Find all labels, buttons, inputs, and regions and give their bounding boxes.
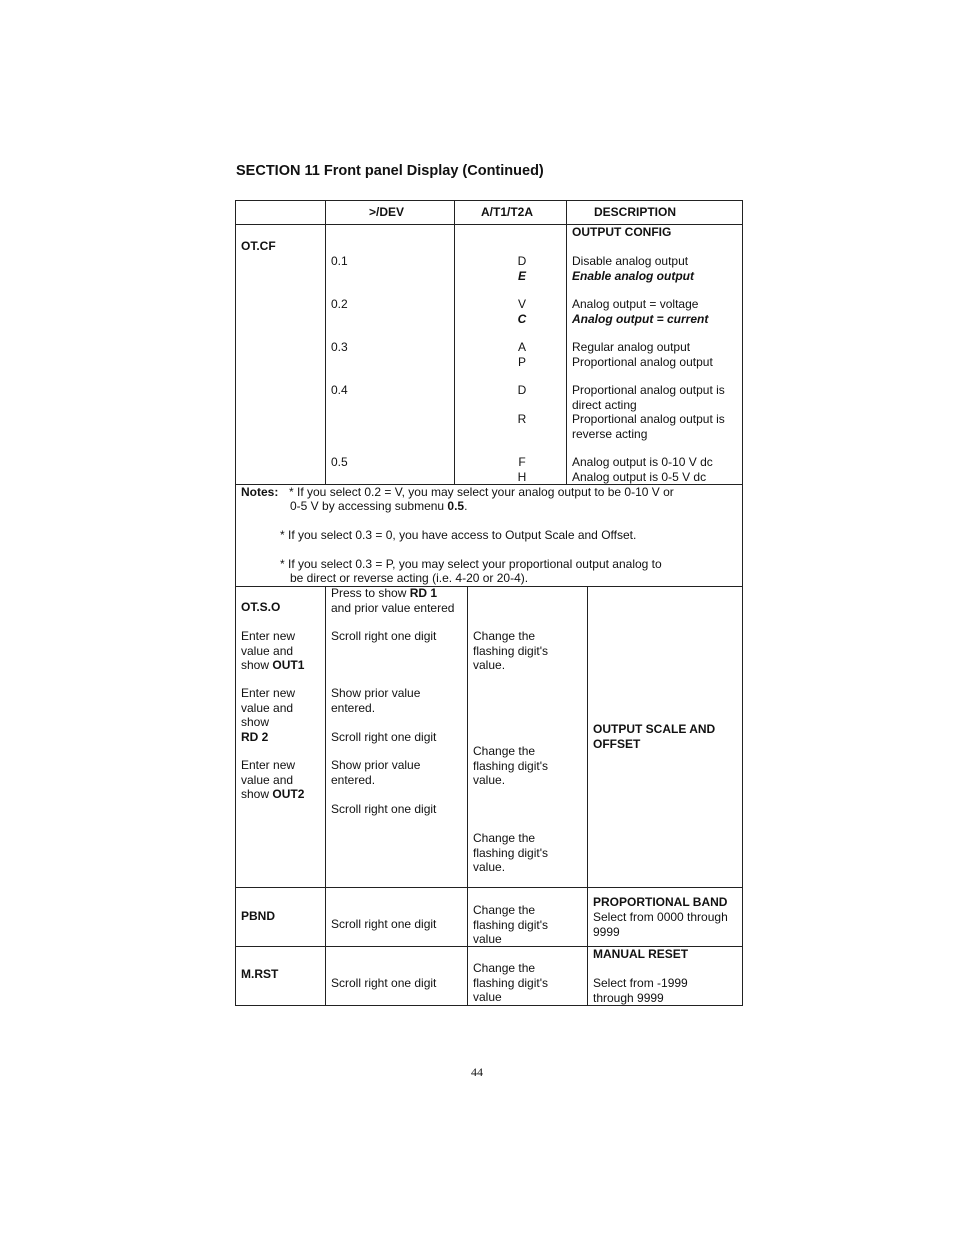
scroll-instruction: Scroll right one digit [331, 917, 437, 931]
change-digit-text: Change the flashing digit's value. [473, 629, 548, 672]
option-value: D [517, 383, 527, 397]
option-description-default: Analog output = current [572, 312, 709, 326]
option-description: Analog output is 0-5 V dc [572, 470, 707, 484]
note-3-line-1: * If you select 0.3 = P, you may select your proportional output analog to [280, 557, 662, 571]
scroll-instruction: Scroll right one digit [331, 802, 437, 816]
submenu-code: 0.4 [331, 383, 348, 397]
note-1-line-2: 0-5 V by accessing submenu 0.5. [290, 499, 468, 513]
header-a-t1-t2: A/T1/T2A [481, 205, 534, 219]
note-2: * If you select 0.3 = 0, you have access to Output Scale and Offset. [280, 528, 637, 542]
option-description: Regular analog output [572, 340, 691, 354]
option-description-default: Enable analog output [572, 269, 694, 283]
show-prior-instruction: Show prior value entered. [331, 686, 421, 715]
option-value: H [517, 470, 527, 484]
manual-reset-heading: MANUAL RESET [593, 947, 689, 961]
change-digit-text: Change the flashing digit's value [473, 961, 548, 1004]
enter-out1: Enter new value and show OUT1 [241, 629, 305, 672]
option-value-default: E [517, 269, 526, 283]
press-instruction-cont: and prior value entered [331, 601, 455, 615]
option-value-default: C [517, 312, 527, 326]
option-value: A [517, 340, 526, 354]
section-title: SECTION 11 Front panel Display (Continued) [236, 163, 544, 179]
header-dev: >/DEV [369, 205, 405, 219]
note-1-line-1: * If you select 0.2 = V, you may select your analog output to be 0-10 V or [289, 485, 674, 499]
note-3-line-2: be direct or reverse acting (i.e. 4-20 or 20-4). [290, 571, 529, 585]
page-number: 44 [471, 1065, 483, 1079]
option-description: Disable analog output [572, 254, 689, 268]
proportional-band-desc: Select from 0000 through 9999 [593, 910, 728, 939]
submenu-code: 0.5 [331, 455, 348, 469]
option-description: Proportional analog output is [572, 383, 725, 397]
submenu-code: 0.2 [331, 297, 348, 311]
output-config-heading: OUTPUT CONFIG [572, 225, 672, 239]
scroll-instruction: Scroll right one digit [331, 976, 437, 990]
option-value: V [517, 297, 526, 311]
option-description: Analog output = voltage [572, 297, 699, 311]
option-value: P [517, 355, 526, 369]
submenu-code: 0.1 [331, 254, 348, 268]
change-digit-text: Change the flashing digit's value [473, 903, 548, 946]
header-description: DESCRIPTION [594, 205, 677, 219]
option-value: F [518, 455, 526, 469]
option-description: direct acting [572, 398, 637, 412]
option-value: R [517, 412, 527, 426]
output-scale-offset-heading: OUTPUT SCALE AND OFFSET [593, 722, 716, 751]
row-label-pbnd: PBND [241, 909, 276, 923]
scroll-instruction: Scroll right one digit [331, 629, 437, 643]
change-digit-text: Change the flashing digit's value. [473, 744, 548, 787]
manual-reset-desc: Select from -1999 through 9999 [593, 976, 688, 1005]
row-label-otcf: OT.CF [241, 239, 276, 253]
change-digit-text: Change the flashing digit's value. [473, 831, 548, 874]
option-value: D [517, 254, 527, 268]
option-description: Proportional analog output [572, 355, 713, 369]
press-instruction: Press to show RD 1 [331, 586, 438, 600]
row-label-otso: OT.S.O [241, 600, 281, 614]
proportional-band-heading: PROPORTIONAL BAND [593, 895, 728, 909]
option-description: Analog output is 0-10 V dc [572, 455, 713, 469]
show-prior-instruction: Show prior value entered. [331, 758, 421, 787]
enter-out2: Enter new value and show OUT2 [241, 758, 305, 801]
scroll-instruction: Scroll right one digit [331, 730, 437, 744]
notes-label: Notes: [241, 485, 279, 499]
enter-rd2: Enter new value and show RD 2 [241, 686, 296, 744]
option-description: reverse acting [572, 427, 648, 441]
row-label-mrst: M.RST [241, 967, 279, 981]
submenu-code: 0.3 [331, 340, 348, 354]
option-description: Proportional analog output is [572, 412, 725, 426]
